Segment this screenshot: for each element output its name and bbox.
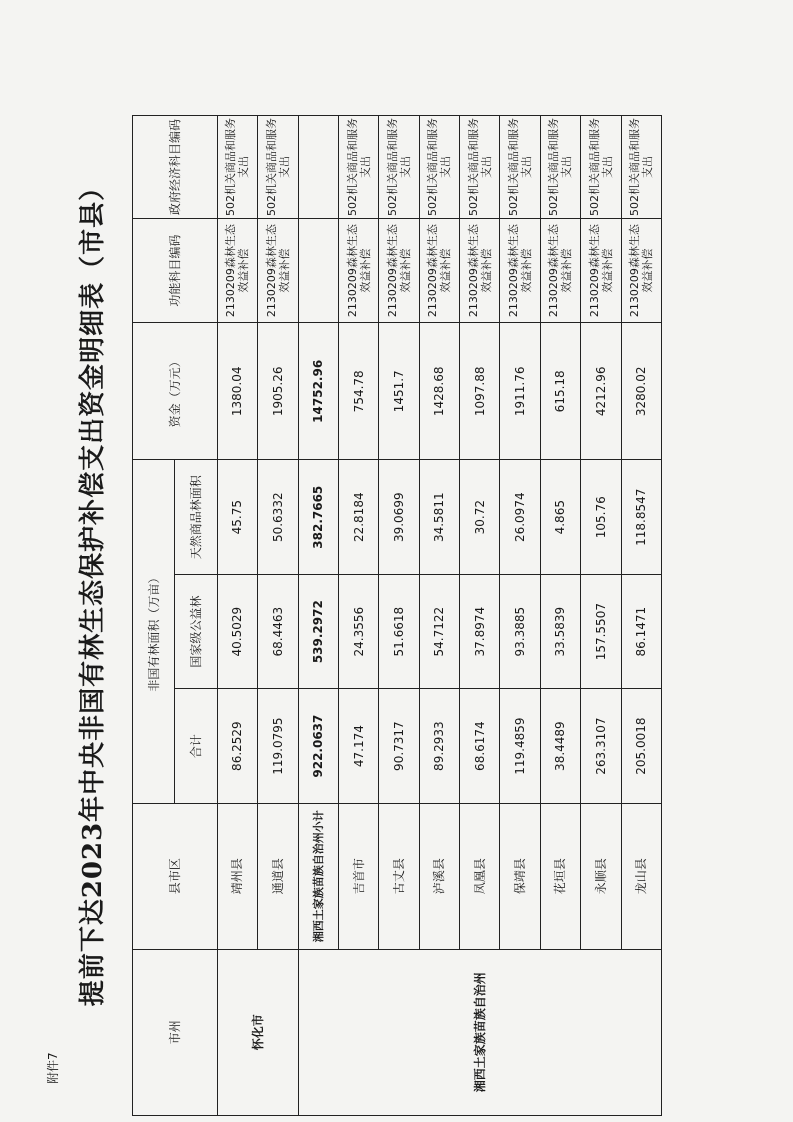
econ-code-cell: 502机关商品和服务支出 — [540, 116, 580, 219]
natural-cell: 4.865 — [540, 460, 580, 574]
national-cell: 51.6618 — [379, 574, 419, 688]
total-cell: 119.0795 — [258, 689, 298, 803]
county-cell: 花垣县 — [540, 803, 580, 949]
national-cell: 40.5029 — [217, 574, 257, 688]
total-cell: 263.3107 — [581, 689, 621, 803]
fund-cell: 1905.26 — [258, 323, 298, 460]
func-code-cell: 2130209森林生态效益补偿 — [460, 219, 500, 323]
subtotal-row — [298, 116, 338, 1116]
national-cell: 24.3556 — [338, 574, 378, 688]
header-area-group: 非国有林面积（万亩） — [133, 460, 175, 803]
fund-cell: 1380.04 — [217, 323, 257, 460]
city-cell-xiangxi: 湘西土家族苗族自治州 — [298, 949, 661, 1115]
natural-cell: 45.75 — [217, 460, 257, 574]
total-cell: 89.2933 — [419, 689, 459, 803]
county-cell: 湘西土家族苗族自治州小计 — [298, 803, 338, 949]
natural-cell: 26.0974 — [500, 460, 540, 574]
total-cell: 90.7317 — [379, 689, 419, 803]
func-code-cell: 2130209森林生态效益补偿 — [338, 219, 378, 323]
total-cell: 205.0018 — [621, 689, 661, 803]
county-cell: 吉首市 — [338, 803, 378, 949]
func-code-cell: 2130209森林生态效益补偿 — [540, 219, 580, 323]
table-row — [217, 116, 257, 1116]
fund-cell: 3280.02 — [621, 323, 661, 460]
econ-code-cell: 502机关商品和服务支出 — [217, 116, 257, 219]
national-cell: 157.5507 — [581, 574, 621, 688]
header-natural: 天然商品林面积 — [175, 460, 217, 574]
econ-code-cell: 502机关商品和服务支出 — [500, 116, 540, 219]
header-row-1 — [133, 116, 175, 1116]
national-cell: 539.2972 — [298, 574, 338, 688]
fund-cell: 615.18 — [540, 323, 580, 460]
national-cell: 54.7122 — [419, 574, 459, 688]
econ-code-cell: 502机关商品和服务支出 — [338, 116, 378, 219]
total-cell: 119.4859 — [500, 689, 540, 803]
econ-code-cell: 502机关商品和服务支出 — [581, 116, 621, 219]
total-cell: 68.6174 — [460, 689, 500, 803]
national-cell: 93.3885 — [500, 574, 540, 688]
national-cell: 86.1471 — [621, 574, 661, 688]
county-cell: 靖州县 — [217, 803, 257, 949]
header-national: 国家级公益林 — [175, 574, 217, 688]
func-code-cell: 2130209森林生态效益补偿 — [500, 219, 540, 323]
total-cell: 47.174 — [338, 689, 378, 803]
national-cell: 37.8974 — [460, 574, 500, 688]
fund-cell: 1097.88 — [460, 323, 500, 460]
header-func-code: 功能科目编码 — [133, 219, 218, 323]
total-cell: 922.0637 — [298, 689, 338, 803]
county-cell: 永顺县 — [581, 803, 621, 949]
city-cell-huaihua: 怀化市 — [217, 949, 298, 1115]
econ-code-cell: 502机关商品和服务支出 — [379, 116, 419, 219]
county-cell: 龙山县 — [621, 803, 661, 949]
econ-code-cell: 502机关商品和服务支出 — [460, 116, 500, 219]
county-cell: 保靖县 — [500, 803, 540, 949]
header-fund: 资金（万元） — [133, 323, 218, 460]
header-total: 合计 — [175, 689, 217, 803]
natural-cell: 382.7665 — [298, 460, 338, 574]
header-econ-code: 政府经济科目编码 — [133, 116, 218, 219]
header-county: 县市区 — [133, 803, 218, 949]
fund-cell: 14752.96 — [298, 323, 338, 460]
func-code-cell: 2130209森林生态效益补偿 — [217, 219, 257, 323]
func-code-cell: 2130209森林生态效益补偿 — [419, 219, 459, 323]
national-cell: 33.5839 — [540, 574, 580, 688]
county-cell: 凤凰县 — [460, 803, 500, 949]
econ-code-cell — [298, 116, 338, 219]
econ-code-cell: 502机关商品和服务支出 — [621, 116, 661, 219]
func-code-cell: 2130209森林生态效益补偿 — [379, 219, 419, 323]
attachment-label: 附件7 — [46, 1052, 60, 1084]
national-cell: 68.4463 — [258, 574, 298, 688]
page-title: 提前下达2023年中央非国有林生态保护补偿支出资金明细表（市县） — [78, 173, 108, 1007]
natural-cell: 34.5811 — [419, 460, 459, 574]
econ-code-cell: 502机关商品和服务支出 — [419, 116, 459, 219]
fund-cell: 1451.7 — [379, 323, 419, 460]
func-code-cell: 2130209森林生态效益补偿 — [258, 219, 298, 323]
county-cell: 古丈县 — [379, 803, 419, 949]
fund-cell: 1911.76 — [500, 323, 540, 460]
func-code-cell — [298, 219, 338, 323]
natural-cell: 118.8547 — [621, 460, 661, 574]
county-cell: 泸溪县 — [419, 803, 459, 949]
funds-table — [132, 115, 662, 1116]
natural-cell: 22.8184 — [338, 460, 378, 574]
func-code-cell: 2130209森林生态效益补偿 — [621, 219, 661, 323]
county-cell: 通道县 — [258, 803, 298, 949]
func-code-cell: 2130209森林生态效益补偿 — [581, 219, 621, 323]
header-city: 市州 — [133, 949, 218, 1115]
natural-cell: 50.6332 — [258, 460, 298, 574]
total-cell: 86.2529 — [217, 689, 257, 803]
natural-cell: 39.0699 — [379, 460, 419, 574]
econ-code-cell: 502机关商品和服务支出 — [258, 116, 298, 219]
fund-cell: 4212.96 — [581, 323, 621, 460]
fund-cell: 754.78 — [338, 323, 378, 460]
total-cell: 38.4489 — [540, 689, 580, 803]
natural-cell: 30.72 — [460, 460, 500, 574]
natural-cell: 105.76 — [581, 460, 621, 574]
fund-cell: 1428.68 — [419, 323, 459, 460]
funds-table-container — [132, 115, 662, 1116]
